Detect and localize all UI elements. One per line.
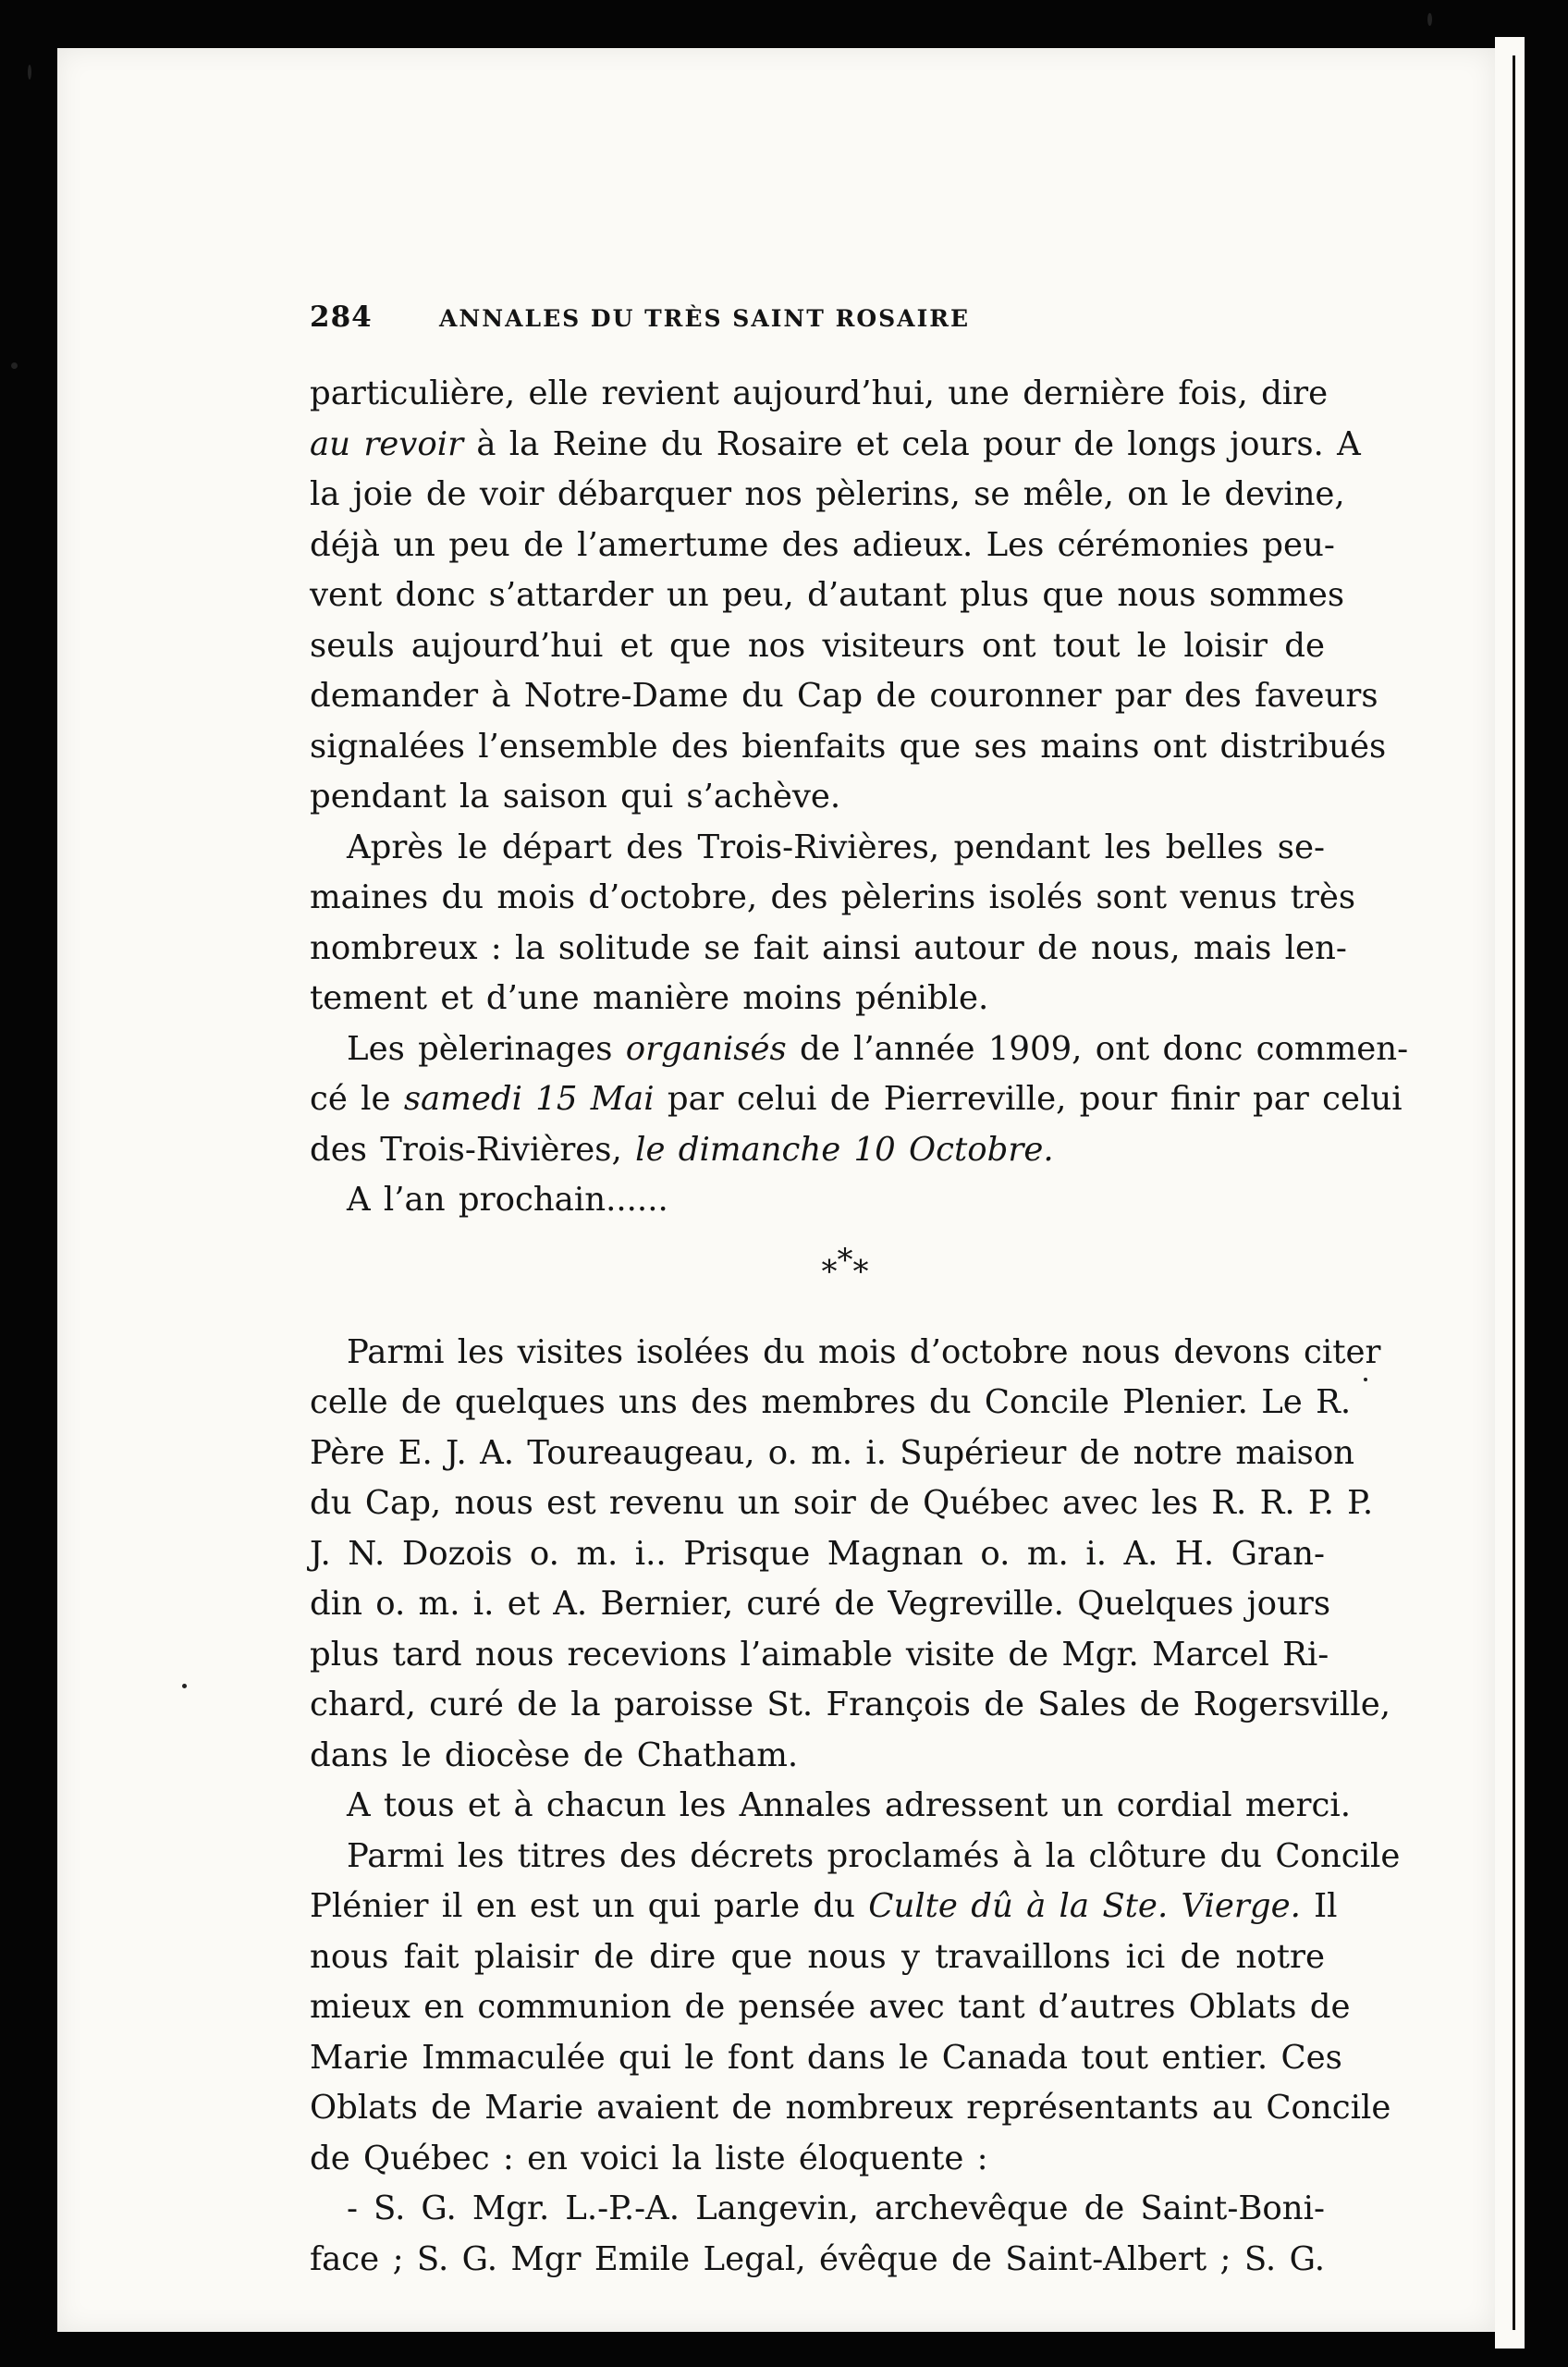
running-head-title: ANNALES DU TRÈS SAINT ROSAIRE [439,305,971,332]
italic-phrase: organisés [625,1029,787,1068]
italic-phrase: Culte dû à la Ste. Vierge. [868,1887,1301,1925]
italic-phrase: au revoir [310,424,464,463]
text-line: de Québec : en voici la liste éloquente : [310,2139,988,2177]
text-run: cé le [310,1080,404,1118]
text-run: Plénier il en est un qui parle du [310,1887,869,1925]
text-line: A l’an prochain...... [347,1181,668,1219]
text-line [310,1882,1338,1932]
text-line [310,1024,1409,1075]
italic-phrase: le dimanche 10 Octobre. [635,1130,1054,1169]
scan-speck [28,65,31,80]
text-line: vent donc s’attarder un peu, d’autant plus que nous sommes [310,576,1345,614]
text-run: des Trois-Rivières, [310,1130,636,1169]
paragraph [310,2184,1325,2285]
asterism-star: * [821,1252,838,1290]
text-line: dans le diocèse de Chatham. [310,1735,799,1774]
facing-page-edge [1495,37,1525,2349]
italic-phrase: samedi 15 Mai [403,1080,655,1118]
text-line: mieux en communion de pensée avec tant d’autres Oblats de [310,1988,1351,2026]
paragraph [310,1024,1409,1176]
text-line: A tous et à chacun les Annales adressent un cordial merci. [347,1786,1352,1824]
text-line: maines du mois d’octobre, des pèlerins isolés sont venus très [310,878,1356,916]
gutter-shadow [1513,55,1515,2330]
text-line: Parmi les titres des décrets proclamés à la clôture du Concile [347,1836,1401,1875]
paragraph [310,823,1356,1024]
paragraph [310,1832,1401,2185]
text-line: nombreux : la solitude se fait ainsi autour de nous, mais len- [310,928,1347,967]
text-line: Oblats de Marie avaient de nombreux représentants au Concile [310,2089,1391,2127]
text-line: face ; S. G. Mgr Emile Legal, évêque de Saint-Albert ; S. G. [310,2239,1325,2278]
asterism-star: * [837,1241,853,1279]
text-run: de l’année 1909, ont donc commen- [786,1029,1409,1068]
text-line: - S. G. Mgr. L.-P.-A. Langevin, archevêque de Saint-Boni- [347,2189,1325,2227]
text-run: Il [1300,1887,1338,1925]
text-line: chard, curé de la paroisse St. François de Sales de Rogersville, [310,1686,1391,1723]
text-line: Marie Immaculée qui le font dans le Canada tout entier. Ces [310,2038,1342,2077]
text-line: plus tard nous recevions l’aimable visite de Mgr. Marcel Ri- [310,1635,1329,1674]
text-run: Les pèlerinages [347,1029,626,1068]
text-line [310,1074,1403,1125]
asterism-star: * [852,1252,869,1290]
text-line: seuls aujourd’hui et que nos visiteurs ont tout le loisir de [310,626,1325,665]
text-line [310,420,1361,471]
paragraph [310,1781,1352,1832]
text-line: nous fait plaisir de dire que nous y travaillons ici de notre [310,1937,1325,1976]
text-run: par celui de Pierreville, pour finir par celui [654,1080,1403,1118]
running-head [310,300,1325,341]
text-line: Parmi les visites isolées du mois d’octobre nous devons citer [347,1332,1381,1371]
paragraph [310,1175,1325,1226]
text-line: din o. m. i. et A. Bernier, curé de Vegreville. Quelques jours [310,1585,1331,1623]
text-run: à la Reine du Rosaire et cela pour de longs jours. A [463,424,1361,463]
text-line: J. N. Dozois o. m. i.. Prisque Magnan o. m. i. A. H. Gran- [310,1534,1325,1573]
text-line: celle de quelques uns des membres du Concile Plenier. Le R. [310,1383,1352,1421]
text-line [310,1125,1325,1176]
text-line: Après le départ des Trois-Rivières, pendant les belles se- [347,828,1325,866]
text-line: tement et d’une manière moins pénible. [310,979,989,1017]
paragraph [310,1328,1391,1782]
text-line: déjà un peu de l’amertume des adieux. Les cérémonies peu- [310,525,1335,564]
paragraph [310,369,1387,823]
asterism-divider [310,1226,1325,1328]
text-line: la joie de voir débarquer nos pèlerins, se mêle, on le devine, [310,475,1345,513]
text-line: pendant la saison qui s’achève. [310,778,841,816]
scan-speck [11,362,18,369]
page-text [310,300,1409,2285]
page-number: 284 [310,300,373,334]
text-line: demander à Notre-Dame du Cap de couronner par des faveurs [310,677,1378,715]
text-line: particulière, elle revient aujourd’hui, une dernière fois, dire [310,374,1329,412]
text-line: signalées l’ensemble des bienfaits que ses mains ont distribués [310,727,1387,766]
text-line: Père E. J. A. Toureaugeau, o. m. i. Supérieur de notre maison [310,1433,1355,1472]
scan-speck [182,1684,187,1688]
text-line: du Cap, nous est revenu un soir de Québec avec les R. R. P. P. [310,1484,1374,1522]
scan-speck [1427,13,1432,26]
scan-speck [1364,1378,1367,1381]
